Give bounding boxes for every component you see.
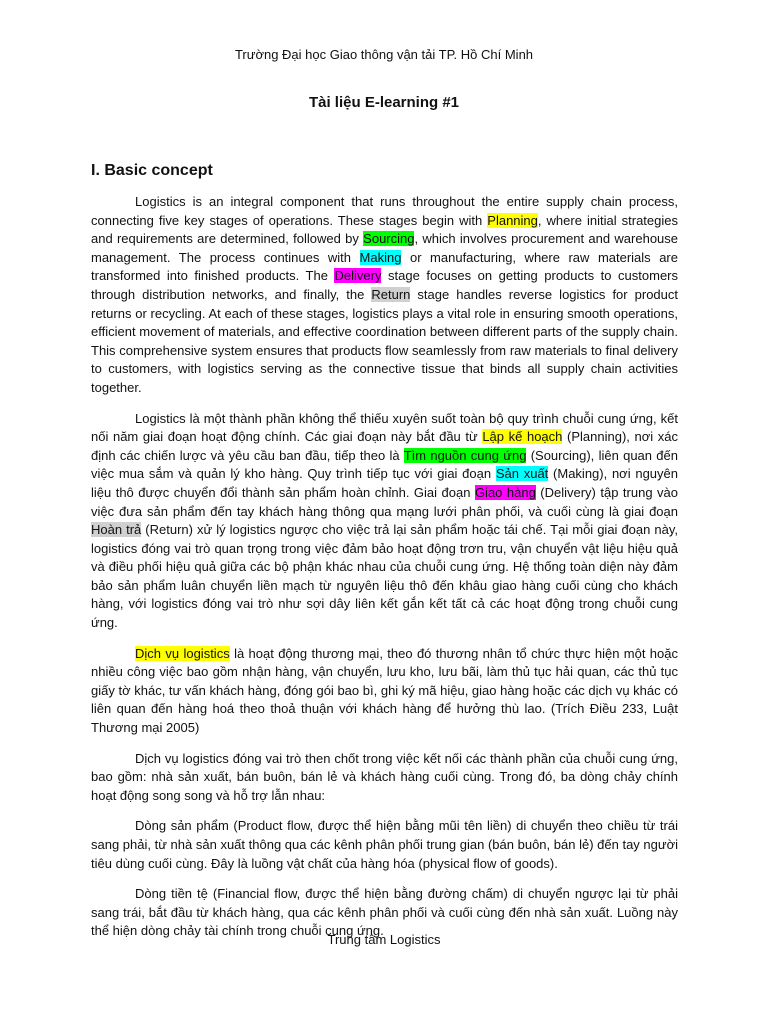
text-run: , where initial strategies and requirements are determined, followed by	[91, 212, 678, 247]
text-run: (Sourcing), liên quan đến việc mua sắm và quản lý kho hàng. Quy trình tiếp tục với giai đoạn	[91, 447, 678, 482]
page-footer: Trung tâm Logistics	[327, 932, 441, 947]
highlight-tim-nguon-cung-ung: Tìm nguồn cung ứng	[403, 447, 527, 463]
text-run: (Return) xử lý logistics ngược cho việc trả lại sản phẩm hoặc tái chế. Tại mỗi giai đoạn này, logistics đóng vai trò quan trọng trong việc đảm bảo hoạt động trơn tru, vận chuyển vật liệu hiệu quả và điều phối hiệu quả giữa các bộ phận khác nhau của chuỗi cung ứng. Hệ thống toàn diện này đảm bảo sản phẩm luân chuyển liền mạch từ nguyên liệu thô đến khâu giao hàng cuối cùng cho khách hàng, với logistics đóng vai trò như sợi dây liên kết gắn kết tất cả các hoạt động trong chuỗi cung ứng.	[91, 522, 678, 631]
text-run: stage focuses on getting products to customers through distribution networks, and finally, the	[91, 268, 679, 302]
text-run: (Making), nơi nguyên liệu thô được chuyển đổi thành sản phẩm hoàn chỉnh. Giai đoạn	[91, 466, 678, 500]
paragraph-definition	[91, 645, 678, 738]
highlight-making: Making	[359, 249, 402, 265]
text-run: (Delivery) tập trung vào việc đưa sản phẩm đến tay khách hàng thông qua mạng lưới phân phối, và cuối cùng là giai đoạn	[91, 484, 678, 519]
paragraph-financial-flow: Dòng tiền tệ (Financial flow, được thể hiện bằng đường chấm) di chuyển ngược lại từ phải sang trái, bắt đầu từ khách hàng, qua các kênh phân phối và cuối cùng đến nhà sản xuất. Luồng này thể hiện dòng chảy tài chính trong chuỗi cung ứng.	[91, 886, 678, 939]
paragraph-role: Dịch vụ logistics đóng vai trò then chốt trong việc kết nối các thành phần của chuỗi cung ứng, bao gồm: nhà sản xuất, bán buôn, bán lẻ và khách hàng cuối cùng. Trong đó, ba dòng chảy chính hoạt động song song và hỗ trợ lẫn nhau:	[91, 750, 678, 803]
paragraph-vietnamese	[91, 410, 678, 633]
highlight-giao-hang: Giao hàng	[474, 484, 536, 500]
highlight-hoan-tra: Hoàn trả	[91, 522, 142, 538]
section-heading: I. Basic concept	[91, 162, 213, 179]
text-run: stage handles reverse logistics for product returns or recycling. At each of these stages, logistics plays a vital role in ensuring smooth operations, efficient movement of materials, and effective coordination between different parts of the supply chain. This comprehensive system ensures that products flow seamlessly from raw materials to final delivery to customers, with logistics serving as the connective tissue that binds all supply chain activities together.	[91, 286, 678, 395]
document-body	[91, 193, 678, 953]
page-header: Trường Đại học Giao thông vận tải TP. Hồ Chí Minh	[234, 47, 534, 62]
highlight-dich-vu-logistics: Dịch vụ logistics	[135, 645, 230, 661]
highlight-sourcing: Sourcing	[363, 231, 415, 247]
text-run: là hoạt động thương mại, theo đó thương nhân tổ chức thực hiện một hoặc nhiều công việc bao gồm nhận hàng, vận chuyển, lưu kho, lưu bãi, làm thủ tục hải quan, các thủ tục giấy tờ khác, tư vấn khách hàng, đóng gói bao bì, ghi ký mã hiệu, giao hàng hoặc các dịch vụ khác có liên quan đến hàng hoá theo thoả thuận với khách hàng để hưởng thù lao. (Trích Điều 233, Luật Thương mại 2005)	[91, 645, 678, 736]
highlight-planning: Planning	[487, 212, 538, 228]
text-run: (Planning), nơi xác định các chiến lược và yêu cầu ban đầu, tiếp theo là	[91, 429, 678, 463]
highlight-san-xuat: Sản xuất	[495, 466, 549, 482]
highlight-lap-ke-hoach: Lập kế hoạch	[482, 429, 563, 445]
highlight-delivery: Delivery	[334, 268, 382, 284]
paragraph-product-flow: Dòng sản phẩm (Product flow, được thể hiện bằng mũi tên liền) di chuyển theo chiều từ trái sang phải, từ nhà sản xuất thông qua các kênh phân phối trung gian (bán buôn, bán lẻ) đến tay người tiêu dùng cuối cùng. Đây là luồng vật chất của hàng hóa (physical flow of goods).	[91, 818, 678, 871]
paragraph-english	[91, 193, 678, 398]
text-run: or manufacturing, where raw materials are transformed into finished products. The	[91, 249, 678, 284]
highlight-return: Return	[371, 286, 411, 302]
text-run: , which involves procurement and warehouse management. The process continues with	[91, 231, 679, 265]
text-run: Logistics là một thành phần không thể thiếu xuyên suốt toàn bộ quy trình chuỗi cung ứng, kết nối năm giai đoạn hoạt động chính. Các giai đoạn này bắt đầu từ	[91, 410, 678, 445]
document-title: Tài liệu E-learning #1	[308, 94, 460, 111]
text-run: Logistics is an integral component that runs throughout the entire supply chain process, connecting five key stages of operations. These stages begin with	[91, 194, 678, 228]
